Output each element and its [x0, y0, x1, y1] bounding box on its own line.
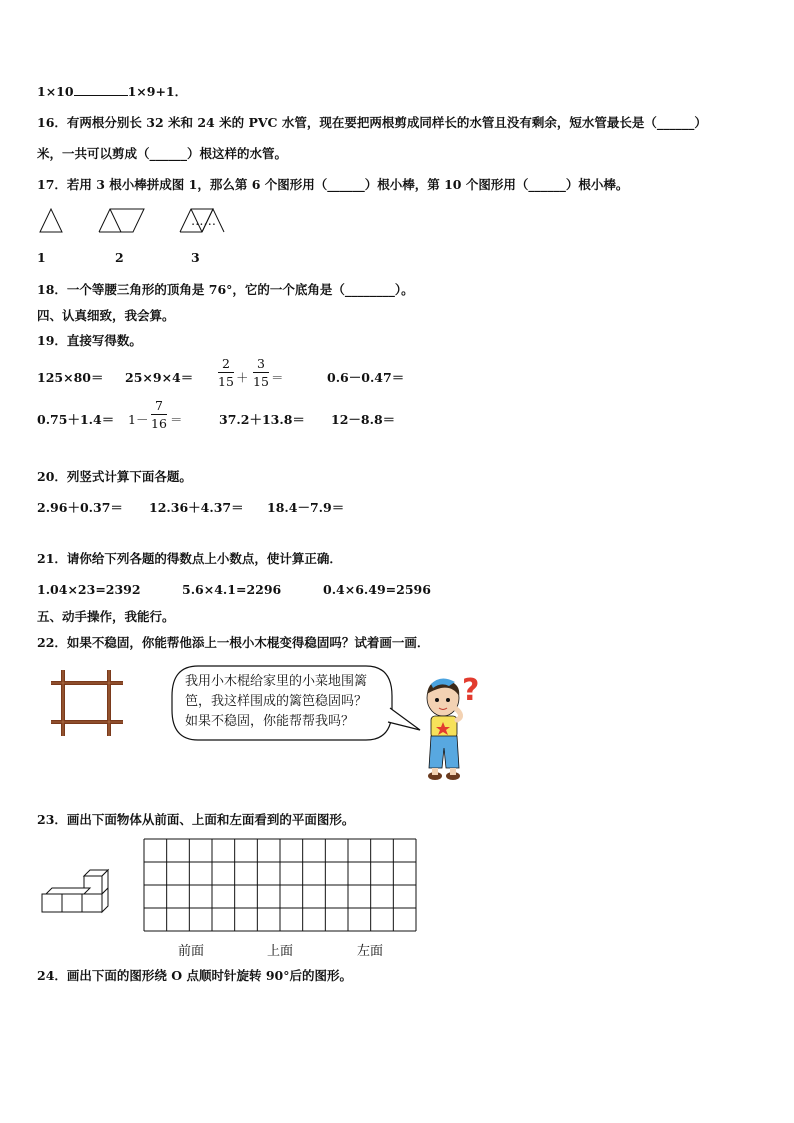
- q17-ellipsis: ……: [191, 213, 216, 228]
- q19-fraction-a-den: 15: [218, 374, 234, 389]
- q22-bubble-line3: 如果不稳固，你能帮帮我吗？: [185, 714, 355, 729]
- q18-text: 18．一个等腰三角形的顶角是 76°，它的一个底角是（________）。: [37, 282, 414, 297]
- q23-label-front: 前面: [178, 944, 205, 959]
- q22-bubble-line2: 笆，我这样围成的篱笆稳固吗？: [185, 694, 368, 709]
- q20-item2: 12.36＋4.37＝: [149, 500, 244, 515]
- q19-r2-item3: 37.2＋13.8＝: [219, 412, 305, 427]
- q21-item1: 1.04×23=2392: [37, 582, 141, 597]
- q17-figure-2-outline: [99, 209, 144, 232]
- q19-fraction-c-num: 7: [155, 398, 163, 413]
- q19-fraction-b-num: 3: [257, 356, 265, 371]
- q19-title: 19．直接写得数。: [37, 333, 142, 348]
- q22-bubble-line1: 我用小木棍给家里的小菜地围篱: [185, 674, 368, 689]
- q23-label-left: 左面: [357, 944, 384, 959]
- fraction-bar: [151, 414, 167, 415]
- q17-text: 17．若用 3 根小棒拼成图 1，那么第 6 个图形用（______）根小棒，第 10 个图形用（______）根小棒。: [37, 177, 629, 192]
- q17-stick-figures: [37, 205, 277, 235]
- q23-cube-solid: [40, 868, 110, 913]
- q19-equals-1: ＝: [271, 370, 284, 385]
- q20-title: 20．列竖式计算下面各题。: [37, 469, 192, 484]
- q15-left: 1×10: [37, 84, 74, 99]
- q16-line2: 米，一共可以剪成（______）根这样的水管。: [37, 146, 288, 161]
- q23-answer-grid[interactable]: [143, 838, 417, 932]
- q19-r2-item4: 12－8.8＝: [331, 412, 396, 427]
- q24-title: 24．画出下面的图形绕 O 点顺时针旋转 90°后的图形。: [37, 968, 352, 983]
- kid-pants: [429, 736, 459, 768]
- q23-label-top: 上面: [267, 944, 294, 959]
- q19-fraction-b: [253, 356, 269, 389]
- q19-fraction-a: [218, 356, 234, 389]
- q19-fraction-a-num: 2: [222, 356, 230, 371]
- q19-plus: ＋: [236, 370, 249, 385]
- section4-title: 四、认真细致，我会算。: [37, 308, 175, 323]
- q19-r2-minus: 1－: [128, 412, 149, 427]
- q19-fraction-c: [151, 398, 167, 431]
- q20-item3: 18.4－7.9＝: [267, 500, 345, 515]
- q17-label-2: 2: [115, 250, 124, 265]
- q19-fraction-c-den: 16: [151, 416, 167, 431]
- fraction-bar: [253, 372, 269, 373]
- q23-title: 23．画出下面物体从前面、上面和左面看到的平面图形。: [37, 812, 355, 827]
- q15-right: 1×9+1．: [127, 84, 188, 99]
- section5-title: 五、动手操作，我能行。: [37, 609, 175, 624]
- q19-r1-item1: 125×80＝: [37, 370, 104, 385]
- q22-wooden-fence: [51, 670, 127, 738]
- q19-r1-item4: 0.6－0.47＝: [327, 370, 405, 385]
- q22-bubble-text: [185, 672, 367, 732]
- q17-label-1: 1: [37, 250, 46, 265]
- q15-line: [37, 83, 187, 100]
- q17-label-3: 3: [191, 250, 200, 265]
- q19-fraction-b-den: 15: [253, 374, 269, 389]
- q16-line1: 16．有两根分别长 32 米和 24 米的 PVC 水管，现在要把两根剪成同样长的水管且没有剩余，短水管最长是（______）: [37, 115, 707, 130]
- q21-item2: 5.6×4.1=2296: [182, 582, 282, 597]
- q21-item3: 0.4×6.49=2596: [323, 582, 431, 597]
- q17-figure-2-diagonal: [110, 209, 121, 232]
- q19-equals-2: ＝: [170, 412, 183, 427]
- q15-blank[interactable]: [74, 83, 128, 96]
- question-mark-icon: ?: [462, 673, 480, 708]
- fraction-bar: [218, 372, 234, 373]
- q19-r1-item2: 25×9×4＝: [125, 370, 194, 385]
- q19-r2-item1: 0.75＋1.4＝: [37, 412, 115, 427]
- q17-figure-1-triangle: [40, 209, 62, 232]
- q21-title: 21．请你给下列各题的得数点上小数点，使计算正确．: [37, 551, 342, 566]
- q22-title: 22．如果不稳固，你能帮他添上一根小木棍变得稳固吗？试着画一画．: [37, 635, 430, 650]
- q20-item1: 2.96＋0.37＝: [37, 500, 123, 515]
